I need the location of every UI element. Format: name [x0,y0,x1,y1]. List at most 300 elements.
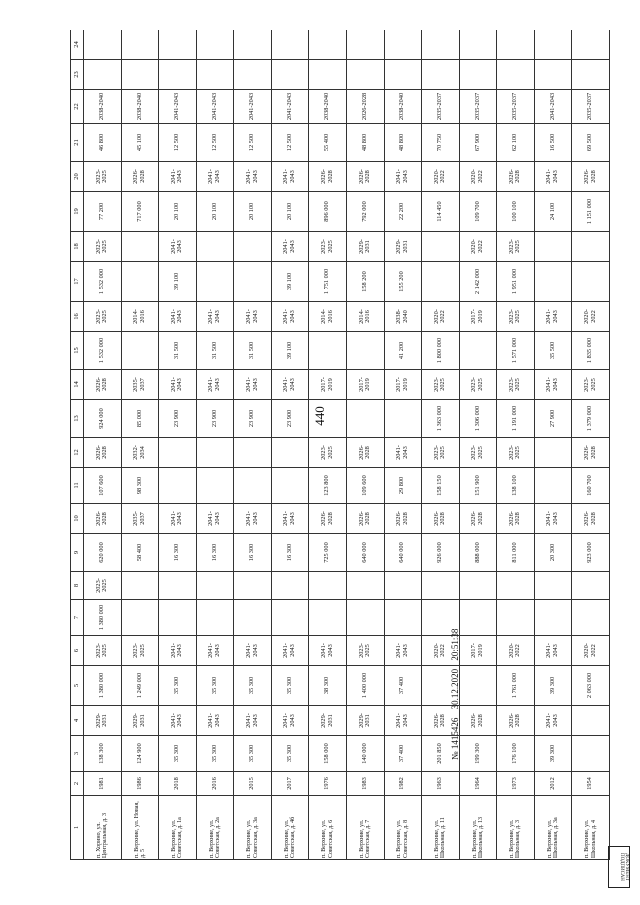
table-cell [159,600,197,636]
table-cell: 2017-2019 [459,302,497,332]
table-cell: 23 900 [234,400,272,438]
table-cell: 2026-2028 [346,162,384,192]
table-cell [121,30,159,60]
table-cell: 2041-2043 [534,370,572,400]
table-cell: 2026-2028 [497,706,535,736]
table-cell: 2026-2028 [346,90,384,124]
table-cell [384,400,422,438]
table-cell: 27 900 [534,400,572,438]
table-cell [534,468,572,504]
table-cell: 2035-2037 [459,90,497,124]
table-cell [121,262,159,302]
column-header: 3 [71,736,84,772]
table-cell [497,572,535,600]
table-cell: 199 300 [459,736,497,772]
table-cell [572,262,610,302]
table-row [159,30,197,860]
table-cell: 2023-2025 [84,302,122,332]
table-cell: 2038-2040 [84,90,122,124]
table-cell: 717 000 [121,192,159,232]
table-cell: 1 532 000 [84,262,122,302]
table-cell: 2026-2028 [497,504,535,534]
document-id: № 1415426 [450,717,460,760]
table-cell [309,600,347,636]
table-cell [121,332,159,370]
document-date: 30.12.2020 [450,668,460,710]
table-cell [196,468,234,504]
table-cell [422,262,460,302]
table-cell: 2023-2025 [309,438,347,468]
table-cell: 2026-2028 [572,438,610,468]
table-cell [346,572,384,600]
table-cell: 2041-2043 [234,370,272,400]
table-cell [271,468,309,504]
table-cell: 2026-2028 [309,504,347,534]
column-header: 18 [71,232,84,262]
table-cell: 12 500 [234,124,272,162]
table-cell: 23 900 [159,400,197,438]
table-cell: 138 100 [497,468,535,504]
table-cell [309,332,347,370]
table-cell: 2023-2025 [422,438,460,468]
table-cell: 2026-2028 [497,162,535,192]
table-cell: 31 500 [234,332,272,370]
table-cell: 2041-2043 [196,302,234,332]
table-cell: 20 100 [271,192,309,232]
table-cell: 48 800 [384,124,422,162]
table-cell: 2026-2028 [422,504,460,534]
table-cell [84,60,122,90]
table-cell [497,30,535,60]
table-cell: 1 306 000 [459,400,497,438]
table-cell: 29 800 [384,468,422,504]
table-cell: 2041-2043 [534,636,572,666]
table-cell: 35 300 [234,666,272,706]
table-cell: 109 600 [346,468,384,504]
table-cell: 2041-2043 [384,438,422,468]
table-cell: 2020-2022 [459,162,497,192]
table-cell [497,60,535,90]
table-cell [534,438,572,468]
table-cell [309,400,347,438]
table-cell [271,572,309,600]
table-cell: 2014-2016 [309,302,347,332]
table-cell: 2023-2025 [84,162,122,192]
address-cell: п. Верхние, ул. Школьная, д. 13 [459,796,497,860]
table-cell [534,600,572,636]
table-cell: 23 900 [196,400,234,438]
table-cell: 2026-2028 [422,706,460,736]
table-cell: 2023-2025 [84,636,122,666]
table-cell [121,232,159,262]
table-cell: 2041-2043 [384,706,422,736]
table-cell: 1 249 000 [121,666,159,706]
table-cell: 39 100 [271,262,309,302]
table-cell: 2023-2025 [459,370,497,400]
column-header: 2 [71,772,84,796]
table-cell [459,30,497,60]
table-cell: 35 300 [271,736,309,772]
table-cell: 35 300 [196,736,234,772]
table-cell: 2018 [159,772,197,796]
document-time: 20:51:38 [450,628,460,661]
table-cell: 107 600 [84,468,122,504]
table-cell: 2029-2031 [346,232,384,262]
table-cell: 2041-2043 [159,90,197,124]
column-header: 19 [71,192,84,232]
column-header: 20 [71,162,84,192]
table-cell: 12 500 [196,124,234,162]
table-cell: 151 900 [459,468,497,504]
table-cell: 2041-2043 [196,162,234,192]
column-header: 13 [71,400,84,438]
table-cell: 2012 [534,772,572,796]
table-cell: 45 100 [121,124,159,162]
table-cell [271,600,309,636]
table-cell: 2041-2043 [534,706,572,736]
table-cell: 2016 [196,772,234,796]
table-cell: 39 300 [534,736,572,772]
table-cell: 35 300 [159,736,197,772]
table-cell [572,572,610,600]
table-cell [121,572,159,600]
table-cell: 98 300 [121,468,159,504]
table-cell: 48 800 [346,124,384,162]
table-cell [234,572,272,600]
rotated-table-container [70,30,610,860]
table-cell: 1 800 000 [422,332,460,370]
table-cell: 1986 [121,772,159,796]
table-cell [534,232,572,262]
table-cell: 35 300 [271,666,309,706]
table-cell: 1 363 000 [422,400,460,438]
table-cell: 2020-2022 [459,232,497,262]
table-cell: 2015 [234,772,272,796]
table-cell: 2023-2025 [497,370,535,400]
table-cell: 2029-2031 [384,232,422,262]
table-cell: 2041-2043 [309,636,347,666]
table-cell: 2041-2043 [534,90,572,124]
address-cell: п. Верхние, ул. Школьная, д. 3 [497,796,535,860]
table-cell: 2020-2022 [422,162,460,192]
table-cell: 2020-2022 [572,302,610,332]
table-cell: 2041-2043 [196,90,234,124]
table-row [497,30,535,860]
table-cell: 2041-2043 [159,370,197,400]
table-cell [309,572,347,600]
column-header: 16 [71,302,84,332]
table-cell: 62 100 [497,124,535,162]
table-cell: 2041-2043 [234,90,272,124]
column-header: 11 [71,468,84,504]
address-cell: п. Верхние, ул. Советская, д. 2а [196,796,234,860]
table-cell: 12 500 [159,124,197,162]
table-cell [534,572,572,600]
table-cell: 124 900 [121,736,159,772]
address-cell: п. Верхние, ул. Советская, д. 4б [271,796,309,860]
table-cell: 2023-2025 [84,232,122,262]
table-cell: 140 000 [346,736,384,772]
column-header: 24 [71,30,84,60]
table-cell: 20 100 [234,192,272,232]
table-cell: 2023-2025 [346,636,384,666]
table-cell: 2026-2028 [309,162,347,192]
table-cell: 16 300 [196,534,234,572]
table-cell: 20 300 [534,534,572,572]
table-cell [534,262,572,302]
table-cell: 2014-2016 [121,302,159,332]
column-header: 17 [71,262,84,302]
table-cell: 1 761 000 [497,666,535,706]
table-cell: 2041-2043 [159,504,197,534]
table-cell: 77 200 [84,192,122,232]
column-header: 23 [71,60,84,90]
table-cell: 1 151 000 [572,192,610,232]
table-viewport [70,30,610,860]
table-cell: 2032-2034 [121,438,159,468]
table-cell [196,600,234,636]
table-cell: 2041-2043 [271,706,309,736]
table-cell: 20 100 [196,192,234,232]
column-header: 22 [71,90,84,124]
table-cell: 41 200 [384,332,422,370]
address-cell: п. Верхние, ул. Советская, д. 1а [159,796,197,860]
table-cell: 176 100 [497,736,535,772]
table-cell: 2017-2019 [384,370,422,400]
table-cell [309,60,347,90]
table-cell: 2041-2043 [271,636,309,666]
table-cell: 58 400 [121,534,159,572]
table-cell [271,30,309,60]
table-cell: 1 835 000 [572,332,610,370]
table-cell: 16 500 [534,124,572,162]
table-cell: 2026-2028 [84,504,122,534]
table-row [572,30,610,860]
table-cell [346,332,384,370]
table-cell: 2041-2043 [159,232,197,262]
table-cell: 46 800 [84,124,122,162]
table-cell: 22 200 [384,192,422,232]
table-cell: 2035-2037 [121,370,159,400]
table-row [271,30,309,860]
table-cell [346,600,384,636]
table-cell: 2041-2043 [159,706,197,736]
table-cell: 2023-2025 [497,438,535,468]
address-cell: п. Верхние, ул. Советская, д. 3а [234,796,272,860]
table-cell: 2041-2043 [234,706,272,736]
table-cell: 2041-2043 [159,302,197,332]
table-cell: 24 100 [534,192,572,232]
housing-repair-schedule-table [70,30,610,860]
table-cell: 31 500 [196,332,234,370]
table-cell: 2020-2022 [422,636,460,666]
table-cell: 2038-2040 [384,90,422,124]
table-cell: 1963 [422,772,460,796]
table-cell: 926 000 [422,534,460,572]
table-cell: 12 500 [271,124,309,162]
column-header: 4 [71,706,84,736]
table-cell: 35 300 [159,666,197,706]
table-cell [497,600,535,636]
table-cell: 640 000 [384,534,422,572]
table-cell: 123 800 [309,468,347,504]
table-cell [572,232,610,262]
table-cell [572,736,610,772]
table-cell: 67 900 [459,124,497,162]
table-cell: 109 700 [459,192,497,232]
table-cell: 2041-2043 [234,302,272,332]
table-cell [234,600,272,636]
table-row [534,30,572,860]
table-cell: 2041-2043 [234,162,272,192]
table-cell [159,468,197,504]
table-cell: 2041-2043 [271,370,309,400]
column-header: 9 [71,534,84,572]
table-cell: 1983 [346,772,384,796]
table-cell: 2038-2040 [309,90,347,124]
table-cell: 70 750 [422,124,460,162]
table-cell [422,30,460,60]
table-cell [271,60,309,90]
signature-stamp [608,846,630,888]
table-cell: 2 142 000 [459,262,497,302]
column-header: 6 [71,636,84,666]
table-cell: 2035-2037 [497,90,535,124]
table-cell: 16 300 [234,534,272,572]
table-cell: 2041-2043 [271,90,309,124]
table-cell: 2020-2022 [497,636,535,666]
table-cell: 2035-2037 [572,90,610,124]
table-cell [534,60,572,90]
table-row [384,30,422,860]
table-cell [234,468,272,504]
column-header: 1 [71,796,84,860]
table-cell: 2020-2022 [572,636,610,666]
column-header: 15 [71,332,84,370]
table-cell [422,232,460,262]
table-row [234,30,272,860]
table-cell: 1 380 000 [84,600,122,636]
table-cell: 1 751 000 [309,262,347,302]
table-cell: 158 200 [346,262,384,302]
address-cell: п. Верхние, ул. Советская, д. 8 [384,796,422,860]
table-cell: 37 400 [384,666,422,706]
table-cell: 138 300 [84,736,122,772]
table-cell [159,438,197,468]
table-cell: 620 000 [84,534,122,572]
table-cell [234,262,272,302]
table-cell [572,30,610,60]
table-cell: 39 100 [159,262,197,302]
table-cell: 1954 [572,772,610,796]
table-body [84,30,610,860]
table-cell: 896 000 [309,192,347,232]
table-cell: 160 700 [572,468,610,504]
table-cell [384,600,422,636]
table-cell: 39 100 [271,332,309,370]
table-cell: 923 000 [572,534,610,572]
table-cell: 2023-2025 [459,438,497,468]
stamp-text: ДОКУМЕНТ ПОДПИСАН [619,853,629,881]
table-cell: 35 500 [534,332,572,370]
table-cell: 2026-2028 [572,162,610,192]
table-cell [309,30,347,60]
table-cell: 2041-2043 [196,504,234,534]
address-cell: п. Верхние, ул. Советская, д. 6 [309,796,347,860]
table-cell: 640 000 [346,534,384,572]
table-cell: 2026-2028 [84,438,122,468]
table-cell: 35 300 [196,666,234,706]
column-header: 10 [71,504,84,534]
table-cell: 1982 [384,772,422,796]
table-cell: 2026-2028 [384,504,422,534]
table-cell [234,30,272,60]
table-cell: 2017 [271,772,309,796]
table-cell: 37 400 [384,736,422,772]
table-cell: 2023-2025 [497,232,535,262]
table-cell: 16 300 [159,534,197,572]
table-cell: 201 850 [422,736,460,772]
table-cell: 2026-2028 [121,162,159,192]
table-cell: 2035-2037 [422,90,460,124]
table-cell: 1 191 000 [497,400,535,438]
table-cell: 2023-2025 [497,302,535,332]
table-cell: 2017-2019 [346,370,384,400]
table-cell: 38 300 [309,666,347,706]
table-cell: 2029-2031 [346,706,384,736]
table-cell: 158 150 [422,468,460,504]
table-cell [196,262,234,302]
table-cell: 2023-2025 [422,370,460,400]
table-cell: 2026-2028 [346,438,384,468]
table-cell: 2041-2043 [534,504,572,534]
table-cell: 2041-2043 [159,162,197,192]
table-cell [196,232,234,262]
column-header: 5 [71,666,84,706]
table-cell: 811 000 [497,534,535,572]
address-cell: п. Верхние, ул. Советская, д. 7 [346,796,384,860]
address-cell: п. Верхние, ул. Школьная, д. 3а [534,796,572,860]
table-row [309,30,347,860]
table-cell [459,332,497,370]
table-cell: 2017-2019 [309,370,347,400]
table-cell: 2041-2043 [384,636,422,666]
table-cell: 1 379 000 [572,400,610,438]
table-cell [384,60,422,90]
table-cell [572,60,610,90]
table-cell: 2023-2025 [84,572,122,600]
table-cell: 1 951 000 [497,262,535,302]
column-header: 12 [71,438,84,468]
table-cell [572,706,610,736]
table-cell [346,30,384,60]
table-cell: 2026-2028 [346,504,384,534]
table-cell: 2026-2028 [84,370,122,400]
table-cell: 2014-2016 [346,302,384,332]
table-cell [384,30,422,60]
table-cell [159,572,197,600]
table-cell: 69 500 [572,124,610,162]
table-cell [234,438,272,468]
table-cell: 2038-2040 [384,302,422,332]
table-cell: 16 300 [271,534,309,572]
table-cell [384,572,422,600]
page-number: 440 [312,406,327,426]
table-cell [196,30,234,60]
table-cell: 888 000 [459,534,497,572]
table-cell: 114 450 [422,192,460,232]
table-cell: 2026-2028 [572,504,610,534]
